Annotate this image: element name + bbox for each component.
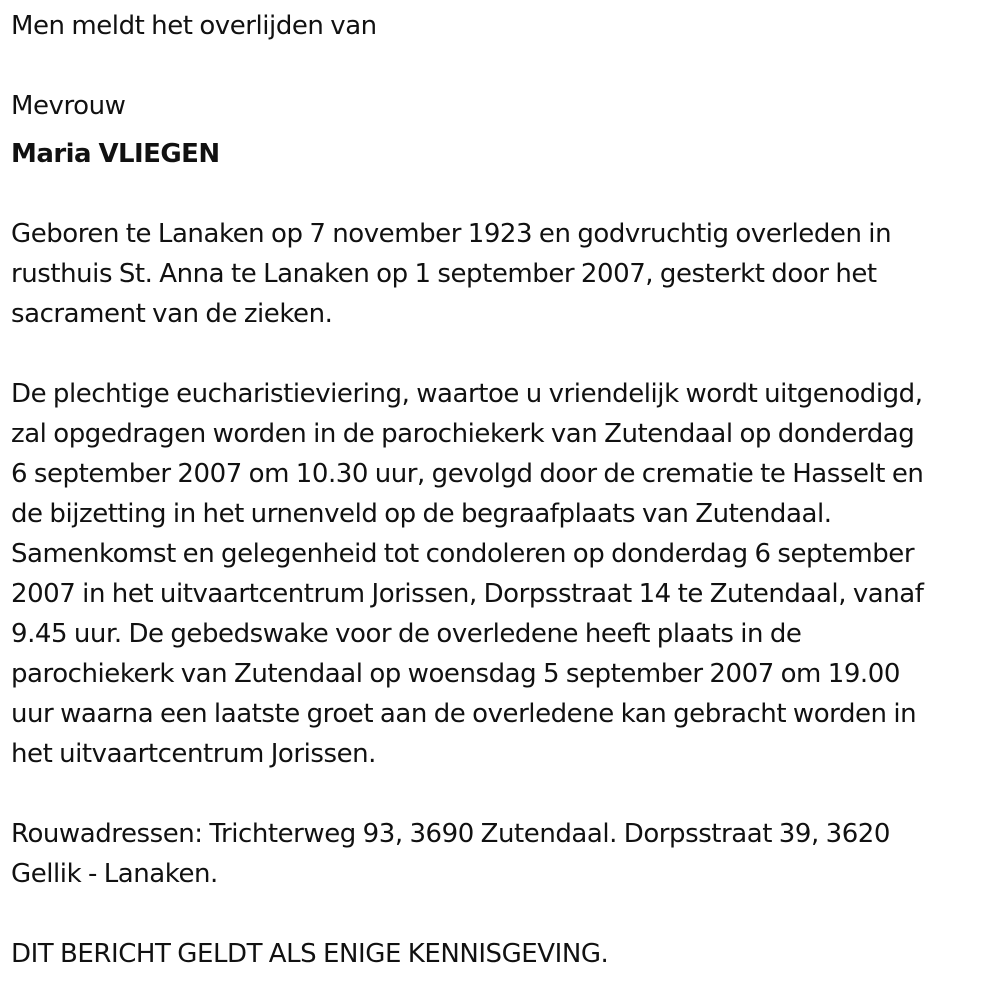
address-line: Rouwadressen: Trichterweg 93, 3690 Zutendaal. Dorpsstraat 39, 3620	[11, 819, 890, 849]
honorific-title: Mevrouw	[11, 91, 126, 121]
paragraph-line: 6 september 2007 om 10.30 uur, gevolgd door de crematie te Hasselt en	[11, 459, 924, 489]
paragraph-line: rusthuis St. Anna te Lanaken op 1 september 2007, gesterkt door het	[11, 259, 877, 289]
paragraph-line: 2007 in het uitvaartcentrum Jorissen, Dorpsstraat 14 te Zutendaal, vanaf	[11, 579, 924, 609]
paragraph-line: het uitvaartcentrum Jorissen.	[11, 739, 376, 769]
paragraph-line: parochiekerk van Zutendaal op woensdag 5 september 2007 om 19.00	[11, 659, 900, 689]
deceased-name: Maria VLIEGEN	[11, 139, 220, 169]
paragraph-line: Geboren te Lanaken op 7 november 1923 en godvruchtig overleden in	[11, 219, 892, 249]
ceremony-paragraph	[11, 374, 996, 774]
paragraph-line: sacrament van de zieken.	[11, 299, 333, 329]
mourning-addresses	[11, 814, 996, 894]
paragraph-line: Samenkomst en gelegenheid tot condoleren op donderdag 6 september	[11, 539, 915, 569]
birth-death-paragraph	[11, 214, 996, 334]
paragraph-line: 9.45 uur. De gebedswake voor de overledene heeft plaats in de	[11, 619, 802, 649]
paragraph-line: De plechtige eucharistieviering, waartoe u vriendelijk wordt uitgenodigd,	[11, 379, 923, 409]
paragraph-line: zal opgedragen worden in de parochiekerk van Zutendaal op donderdag	[11, 419, 915, 449]
death-notice	[11, 6, 996, 974]
paragraph-gap	[11, 174, 996, 214]
paragraph-line: de bijzetting in het urnenveld op de begraafplaats van Zutendaal.	[11, 499, 832, 529]
paragraph-gap	[11, 774, 996, 814]
paragraph-gap	[11, 334, 996, 374]
address-line: Gellik - Lanaken.	[11, 859, 218, 889]
intro-text: Men meldt het overlijden van	[11, 11, 377, 41]
closing-notice: DIT BERICHT GELDT ALS ENIGE KENNISGEVING.	[11, 939, 609, 969]
paragraph-line: uur waarna een laatste groet aan de overledene kan gebracht worden in	[11, 699, 917, 729]
